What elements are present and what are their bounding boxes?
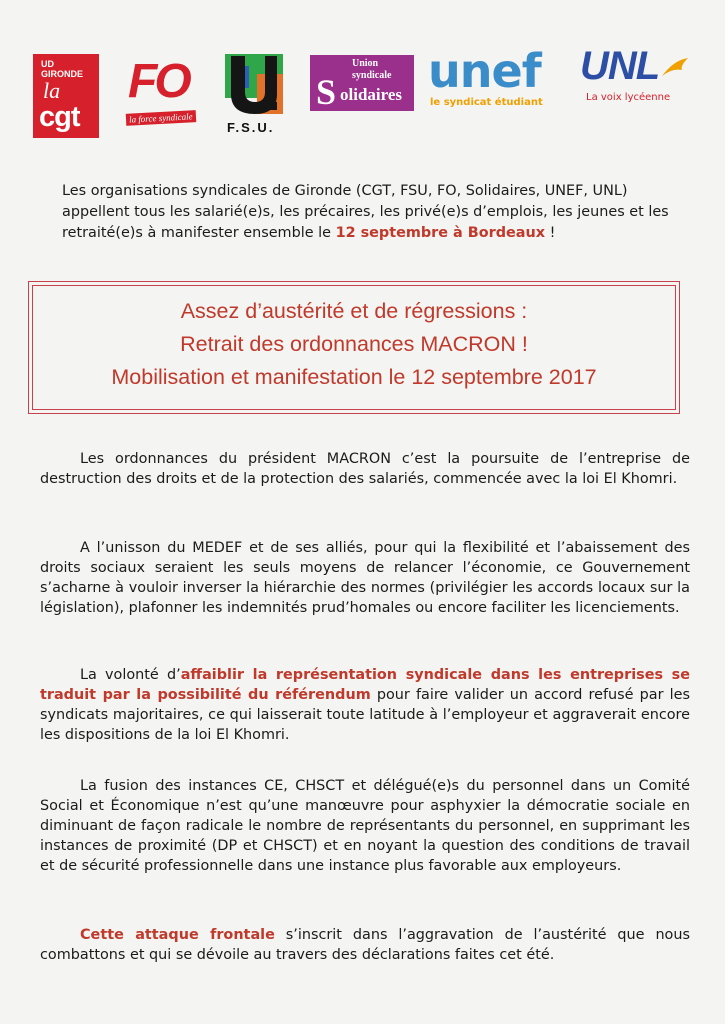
- headline-line-2: Retrait des ordonnances MACRON !: [180, 332, 528, 356]
- unef-logo: [428, 44, 568, 120]
- cgt-logo: [33, 54, 99, 138]
- body-paragraph-3-end: pour faire valider un accord refusé par les syndicats majoritaires, ce qui laisserait toute latitude à l’employeur et aggraverait encore les dispositions de la loi El Khomri.: [40, 687, 691, 743]
- union-logos: [30, 44, 700, 140]
- intro-date-highlight: 12 septembre à Bordeaux: [335, 225, 545, 241]
- fsu-logo-text: F.S.U.: [227, 120, 275, 135]
- cgt-logo-line2: GIRONDE: [41, 69, 84, 79]
- solidaires-logo: [310, 55, 414, 111]
- unef-logo-letters: unef: [428, 44, 541, 98]
- unl-swoosh-icon: [660, 56, 690, 80]
- fo-logo-tagline: la force syndicale: [126, 110, 196, 126]
- body-paragraph-1: [40, 449, 690, 489]
- cgt-logo-line3: la: [43, 78, 61, 103]
- solidaires-logo-line2: syndicale: [352, 70, 392, 81]
- fo-logo-letters: FO: [128, 55, 189, 108]
- unef-logo-tagline: le syndicat étudiant: [430, 97, 543, 108]
- body-paragraph-5-end: s’inscrit dans l’aggravation de l’austérité que nous combattons et qui se dévoile au travers des déclarations faites cet été.: [40, 927, 690, 963]
- solidaires-logo-initial: S: [316, 72, 337, 112]
- intro-paragraph: [62, 181, 684, 244]
- headline-box: [28, 281, 680, 414]
- headline-line-1: Assez d’austérité et de régressions :: [180, 299, 528, 323]
- intro-end: !: [545, 225, 556, 241]
- fsu-logo: [223, 52, 289, 138]
- body-paragraph-4: [40, 776, 690, 876]
- body-paragraph-3-highlight: affaiblir la représentation syndicale dans les entreprises se traduit par la possibilité du référendum: [40, 667, 691, 703]
- cgt-logo-line1: UD: [41, 59, 54, 69]
- solidaires-logo-line1: Union: [352, 58, 379, 69]
- body-paragraph-1-text: Les ordonnances du président MACRON c’est la poursuite de l’entreprise de destruction des droits et de la protection des salariés, commencée avec la loi El Khomri.: [40, 451, 690, 487]
- intro-text: Les organisations syndicales de Gironde (CGT, FSU, FO, Solidaires, UNEF, UNL) appellent tous les salarié(e)s, les précaires, les privé(e)s d’emplois, les jeunes et les retraité(e)s à manifester ensemble le: [62, 183, 669, 241]
- body-paragraph-5-highlight: Cette attaque frontale: [80, 927, 275, 943]
- solidaires-logo-line3: olidaires: [340, 85, 403, 104]
- headline-line-3: Mobilisation et manifestation le 12 septembre 2017: [111, 365, 597, 389]
- body-paragraph-3: [40, 665, 690, 745]
- body-paragraph-4-text: La fusion des instances CE, CHSCT et délégué(e)s du personnel dans un Comité Social et Économique n’est qu’une manœuvre pour asphyxier la démocratie sociale en diminuant de façon radicale le nombre de représentants du personnel, en supprimant les instances de proximité (DP et CHSCT) et en noyant la question des conditions de travail et de sécurité professionnelle dans une instance plus favorable aux employeurs.: [40, 778, 690, 874]
- unl-logo-letters: UNL: [580, 44, 660, 88]
- body-paragraph-2-text: A l’unisson du MEDEF et de ses alliés, pour qui la flexibilité et l’abaissement des droits sociaux seraient les seuls moyens de relancer l’économie, ce Gouvernement s’acharne à vouloir inverser la hiérarchie des normes (privilégier les accords locaux sur la législation), plafonner les indemnités prud’homales ou encore faciliter les licenciements.: [40, 540, 690, 616]
- body-paragraph-2: [40, 538, 690, 618]
- cgt-logo-line4: cgt: [39, 101, 80, 133]
- body-paragraph-3-start: La volonté d’: [80, 667, 181, 683]
- unl-logo: [580, 44, 700, 120]
- unl-logo-tagline: La voix lycéenne: [586, 92, 671, 103]
- fo-logo: [124, 56, 200, 136]
- body-paragraph-5: [40, 925, 690, 965]
- fsu-u-mark-icon: [223, 52, 285, 118]
